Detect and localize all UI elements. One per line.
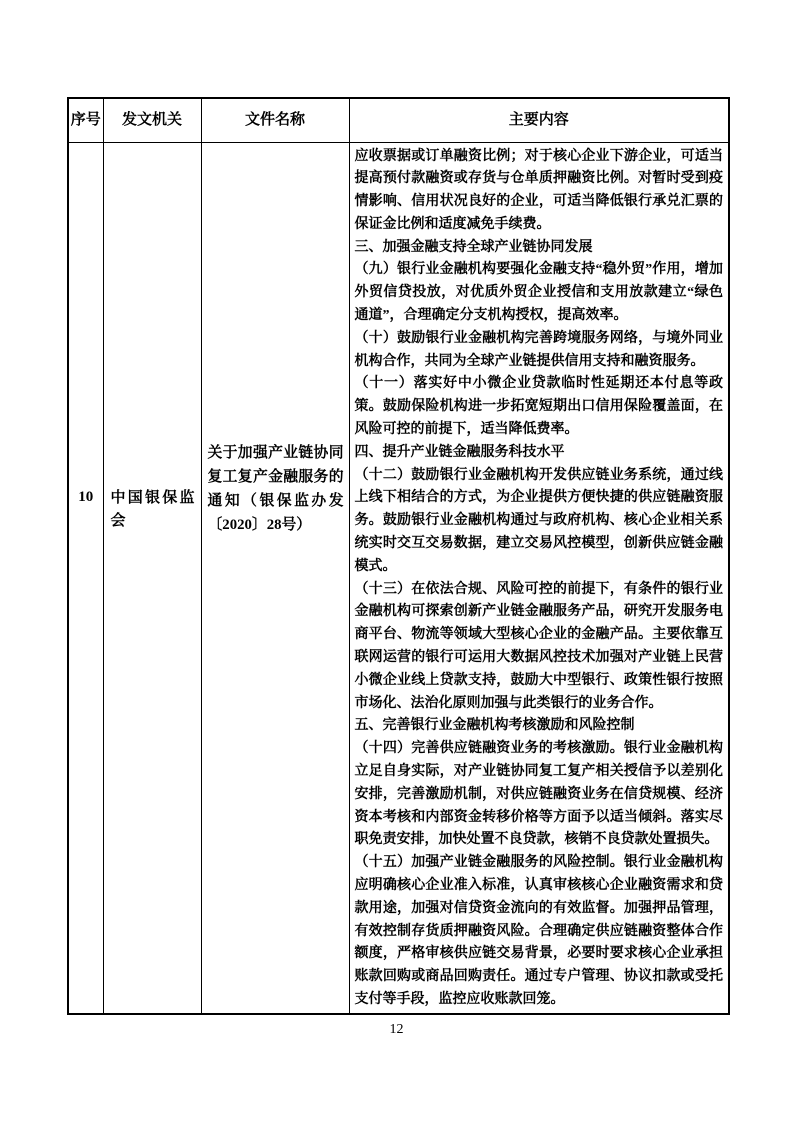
content-paragraph: （十五）加强产业链金融服务的风险控制。银行业金融机构应明确核心企业准入标准，认真审核核心企业融资需求和贷款用途，加强对信贷资金流向的有效监督。加强押品管理，有效控制存货质押融资风险。合理确定供应链融资整体合作额度，严格审核供应链交易背景，必要时要求核心企业承担账款回购或商品回购责任。通过专户管理、协议扣款或受托支付等手段，监控应收账款回笼。 [354, 855, 723, 1007]
header-issuing-agency: 发文机关 [103, 98, 201, 142]
content-paragraph: （十一）落实好中小微企业贷款临时性延期还本付息等政策。鼓励保险机构进一步拓宽短期出口信用保险覆盖面，在风险可控的前提下，适当降低费率。 [354, 376, 723, 438]
content-paragraph: （十二）鼓励银行业金融机构开发供应链业务系统，通过线上线下相结合的方式，为企业提供方便快捷的供应链融资服务。鼓励银行业金融机构通过与政府机构、核心企业相关系统实时交互交易数据，建立交易风控模型，创新供应链金融模式。 [354, 467, 723, 574]
row-index: 10 [68, 142, 103, 1014]
table-header-row [68, 98, 729, 142]
content-paragraph: 四、提升产业链金融服务科技水平 [354, 444, 565, 460]
content-paragraph: （十）鼓励银行业金融机构完善跨境服务网络，与境外同业机构合作，共同为全球产业链提供信用支持和融资服务。 [354, 330, 723, 369]
content-paragraph: （九）银行业金融机构要强化金融支持“稳外贸”作用，增加外贸信贷投放，对优质外贸企业授信和支用放款建立“绿色通道”，合理确定分支机构授权，提高效率。 [354, 262, 723, 324]
row-issuing-agency [103, 142, 201, 1014]
content-paragraph: （十四）完善供应链融资业务的考核激励。银行业金融机构立足自身实际，对产业链协同复工复产相关授信予以差别化安排，完善激励机制，对供应链融资业务在信贷规模、经济资本考核和内部资金转移价格等方面予以适当倾斜。落实尽职免责安排，加快处置不良贷款，核销不良贷款处置损失。 [354, 741, 723, 848]
header-index: 序号 [68, 98, 103, 142]
document-name-text: 关于加强产业链协同复工复产金融服务的通知（银保监办发〔2020〕28号） [207, 444, 344, 533]
header-main-content: 主要内容 [349, 98, 729, 142]
policy-documents-table [67, 97, 730, 1015]
issuing-agency-text: 中国银保监会 [110, 489, 195, 529]
row-document-name [201, 142, 349, 1014]
content-paragraph: 三、加强金融支持全球产业链协同发展 [354, 239, 593, 255]
content-paragraph: 五、完善银行业金融机构考核激励和风险控制 [354, 718, 635, 734]
page-number: 12 [389, 1022, 404, 1037]
content-paragraph: 应收票据或订单融资比例；对于核心企业下游企业，可适当提高预付款融资或存货与仓单质押融资比例。对暂时受到疫情影响、信用状况良好的企业，可适当降低银行承兑汇票的保证金比例和适度减免手续费。 [354, 148, 723, 232]
header-document-name: 文件名称 [201, 98, 349, 142]
table-row [68, 142, 729, 1014]
row-main-content [349, 142, 729, 1014]
content-paragraph: （十三）在依法合规、风险可控的前提下，有条件的银行业金融机构可探索创新产业链金融服务产品，研究开发服务电商平台、物流等领域大型核心企业的金融产品。主要依靠互联网运营的银行可运用大数据风控技术加强对产业链上民营小微企业线上贷款支持，鼓励大中型银行、政策性银行按照市场化、法治化原则加强与此类银行的业务合作。 [354, 581, 723, 711]
main-content-paragraphs [355, 146, 724, 1012]
